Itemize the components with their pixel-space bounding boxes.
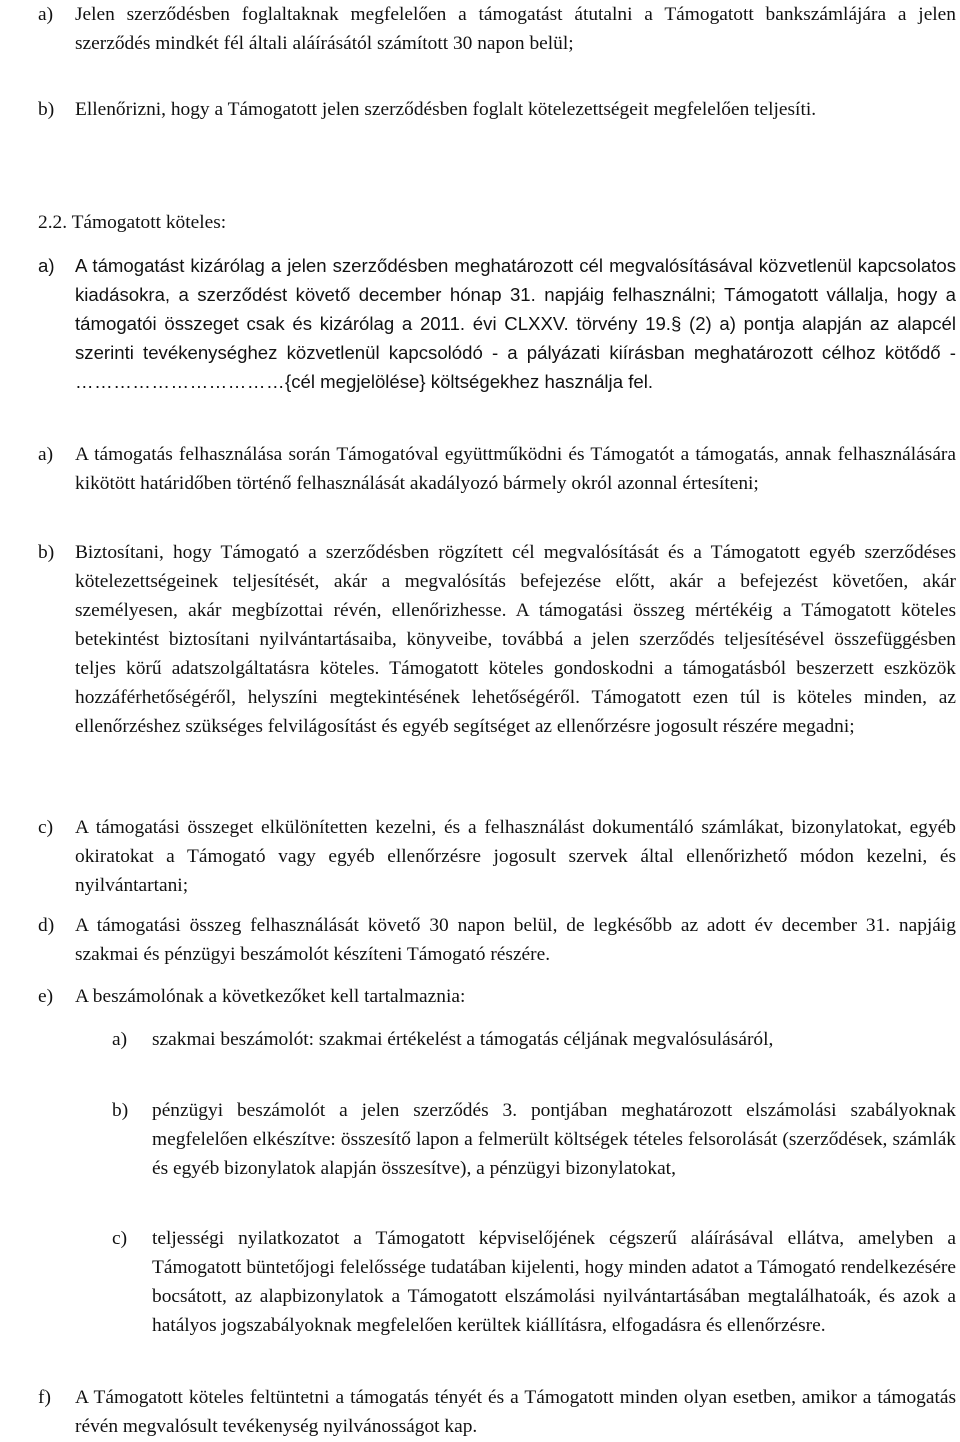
- sub-list-item: [0, 1025, 956, 1054]
- list-text: A beszámolónak a következőket kell tartalmaznia:: [75, 986, 466, 1007]
- list-label: b): [38, 542, 55, 563]
- list-text: A Támogatott köteles feltüntetni a támogatás tényét és a Támogatott minden olyan esetben, amikor a támogatás révén megvalósult tevékenység nyilvánosságot kap.: [75, 1387, 956, 1437]
- list-label: e): [38, 986, 54, 1007]
- fill-in-dots: ……………………………: [75, 371, 286, 392]
- obligation-text-part2: (2) a) pontja alapján az alapcél szerinti tevékenységhez közvetlenül kapcsolódó - a pályázati kiírásban meghatározott célhoz kötődő -: [75, 313, 956, 363]
- list-label: a): [38, 255, 55, 276]
- sub-list-text: pénzügyi beszámolót a jelen szerződés 3. pontjában meghatározott elszámolási szabályoknak megfelelően elkészítve: összesítő lapon a felmerült költségek tételes felsorolását (szerződések, számlák és egyéb bizonylatok alapján összesítve), a pénzügyi bizonylatokat,: [152, 1100, 956, 1179]
- sub-list-text: szakmai beszámolót: szakmai értékelést a támogatás céljának megvalósulásáról,: [152, 1029, 774, 1050]
- list-item: [0, 813, 956, 900]
- list-item: [0, 911, 956, 969]
- list-item: [0, 538, 956, 741]
- list-item: [0, 982, 956, 1011]
- list-label: c): [38, 817, 54, 838]
- list-text: Jelen szerződésben foglaltaknak megfelelően a támogatást átutalni a Támogatott bankszámlájára a jelen szerződés mindkét fél általi aláírásától számított 30 napon belül;: [75, 4, 956, 54]
- list-text: A támogatás felhasználása során Támogatóval együttműködni és Támogatót a támogatás, annak felhasználására kikötött határidőben történő felhasználását akadályozó bármely okról azonnal értesíteni;: [75, 444, 956, 494]
- list-item: [0, 251, 956, 396]
- list-text: A támogatási összeg felhasználását követő 30 napon belül, de legkésőbb az adott év december 31. napjáig szakmai és pénzügyi beszámolót készíteni Támogató részére.: [75, 915, 956, 965]
- list-label: f): [38, 1387, 51, 1408]
- sub-list-text: teljességi nyilatkozatot a Támogatott képviselőjének cégszerű aláírásával ellátva, amelyben a Támogatott büntetőjogi felelőssége tudatában kijelenti, hogy minden adatot a Támogató rendelkezésére bocsátott, az alapbizonylatok a Támogatott elszámolási nyilvántartásában megtalálhatoák, és azok a hatályos jogszabályoknak megfelelően kerültek kiállításra, elfogadásra és ellenőrzésre.: [152, 1228, 956, 1336]
- list-text: [75, 251, 956, 396]
- list-text: Biztosítani, hogy Támogató a szerződésben rögzített cél megvalósítását és a Támogatott egyéb szerződéses kötelezettségeinek teljesítését, akár a megvalósítás befejezése előtt, akár a befejezést követően, akár személyesen, akár megbízottai révén, ellenőrizhesse. A támogatási összeg mértékéig a Támogatott köteles betekintést biztosítani nyilvántartásaiba, könyveibe, továbbá a jelen szerződés teljesítésével összefüggésben teljes körű adatszolgáltatásra köteles. Támogatott köteles gondoskodni a támogatásból beszerzett eszközök hozzáférhetőségéről, helyszíni megtekintésének lehetőségéről. Támogatott ezen túl is köteles minden, az ellenőrzéshez szükséges felvilágosítást és egyéb segítséget az ellenőrzésre jogosult részére megadni;: [75, 542, 956, 737]
- sub-list-item: [0, 1096, 956, 1183]
- section-heading: 2.2. Támogatott köteles:: [38, 212, 227, 233]
- obligation-text-part1: A támogatást kizárólag a jelen szerződésben meghatározott cél megvalósításával közvetlenül kapcsolatos kiadásokra, a szerződést követő december hónap 31. napjáig felhasználni; Támogatott vállalja, hogy a támogatói összeget csak és kizárólag a 2011. évi CLXXV. törvény 19.: [75, 255, 956, 334]
- sub-list-label: c): [112, 1228, 128, 1249]
- list-item: [0, 440, 956, 498]
- sub-list-item: [0, 1224, 956, 1340]
- obligation-text-part3: {cél megjelölése} költségekhez használja fel.: [285, 371, 654, 392]
- list-text: A támogatási összeget elkülönítetten kezelni, és a felhasználást dokumentáló számlákat, bizonylatokat, egyéb okiratokat a Támogató vagy egyéb ellenőrzésre jogosult szervek által ellenőrizhető módon kezelni, és nyilvántartani;: [75, 817, 956, 896]
- list-text: Ellenőrizni, hogy a Támogatott jelen szerződésben foglalt kötelezettségeit megfelelően teljesíti.: [75, 99, 817, 120]
- paragraph-sign: §: [670, 313, 682, 334]
- sub-list-label: a): [112, 1029, 128, 1050]
- list-label: a): [38, 444, 54, 465]
- list-label: d): [38, 915, 55, 936]
- list-label: b): [38, 99, 55, 120]
- list-item: [0, 1383, 956, 1441]
- list-label: a): [38, 4, 54, 25]
- list-item: [0, 95, 956, 124]
- list-item: [0, 0, 956, 58]
- sub-list-label: b): [112, 1100, 129, 1121]
